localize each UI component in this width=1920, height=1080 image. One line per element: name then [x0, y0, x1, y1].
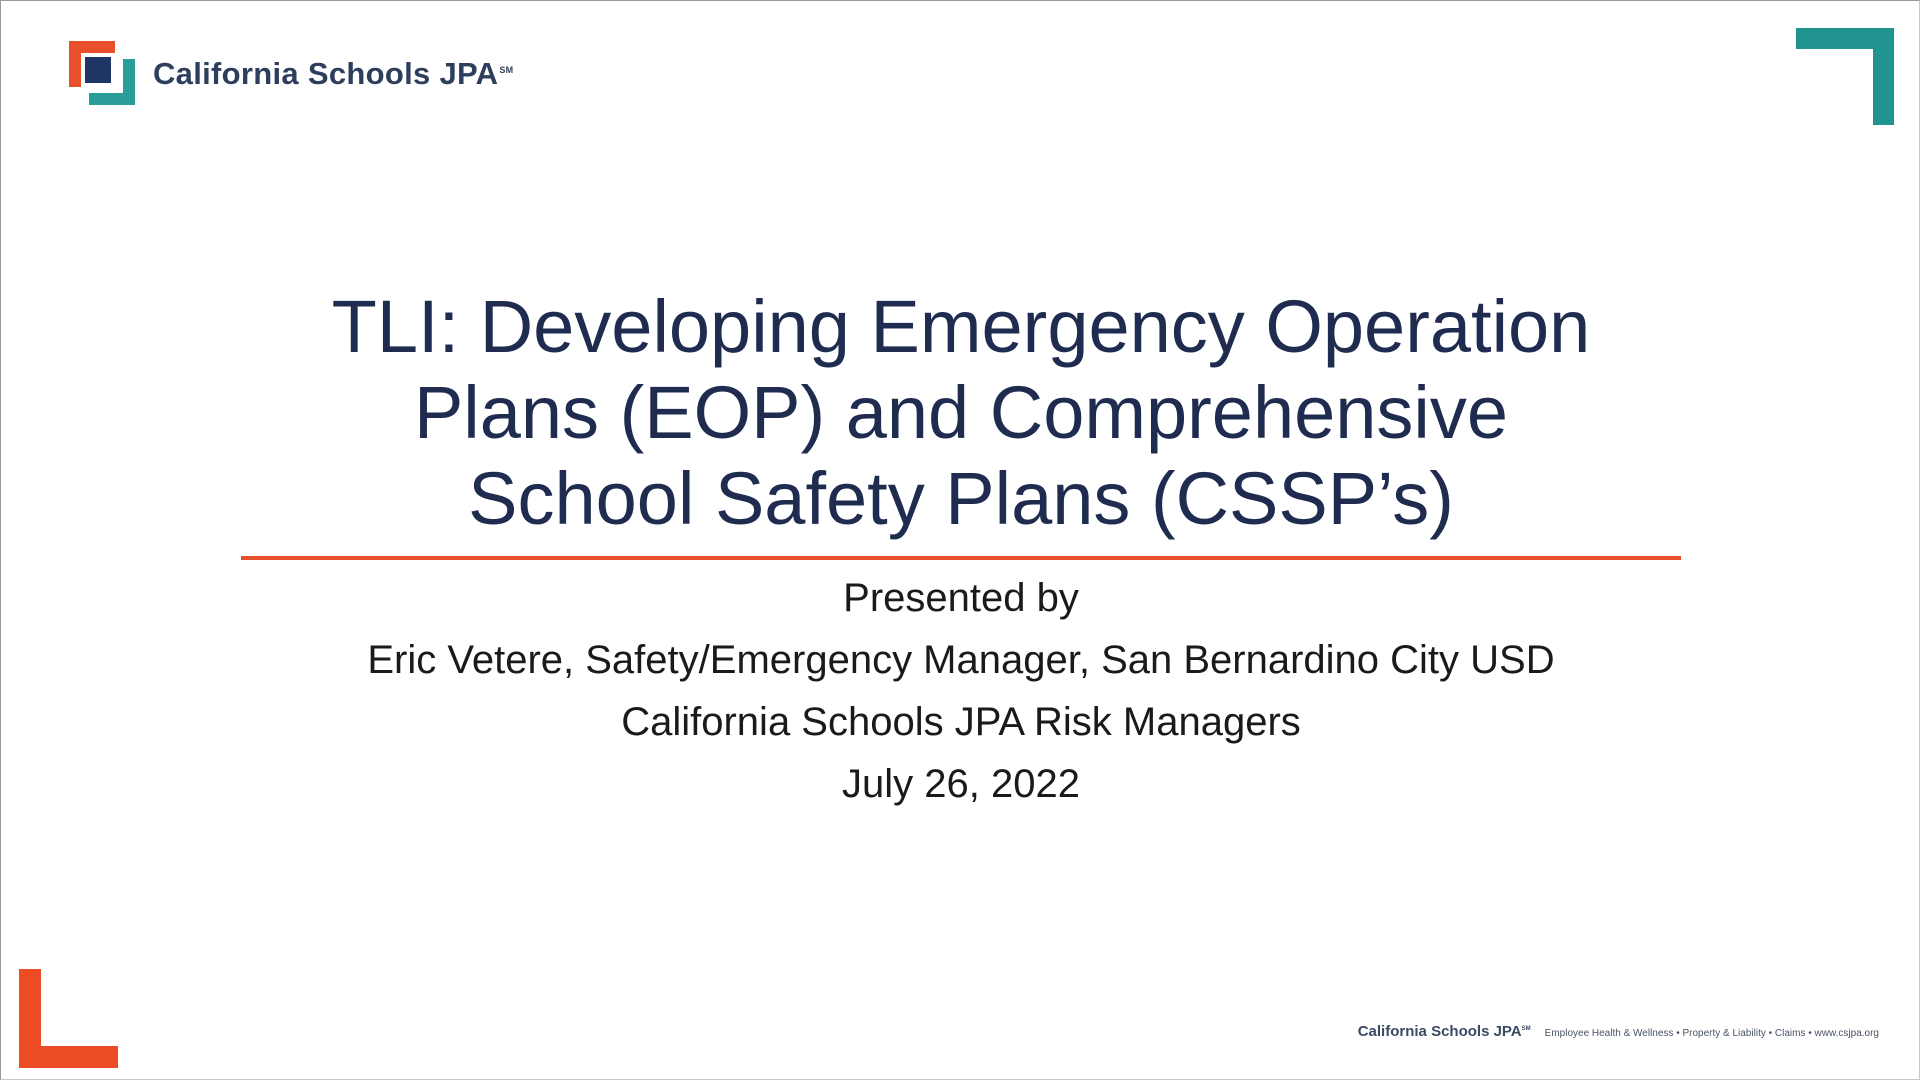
presented-by-label: Presented by	[843, 576, 1079, 620]
presentation-date: July 26, 2022	[842, 762, 1080, 806]
title-line: TLI: Developing Emergency Operation	[331, 285, 1591, 368]
slide-subtitle	[201, 567, 1721, 815]
logo-text: California Schools JPA℠	[153, 56, 514, 91]
logo-mark-icon	[69, 41, 137, 107]
footer-tagline: Employee Health & Wellness • Property & Liability • Claims • www.csjpa.org	[1544, 1028, 1879, 1039]
title-divider	[241, 556, 1681, 560]
audience: California Schools JPA Risk Managers	[621, 700, 1301, 744]
california-schools-jpa-logo	[69, 39, 513, 109]
title-line: Plans (EOP) and Comprehensive	[413, 371, 1509, 454]
presenter-name: Eric Vetere, Safety/Emergency Manager, San Bernardino City USD	[367, 638, 1555, 682]
footer-brand: California Schools JPA℠	[1357, 1023, 1531, 1040]
slide-footer	[1358, 1023, 1879, 1040]
title-line: School Safety Plans (CSSP’s)	[468, 457, 1454, 540]
slide-title	[201, 284, 1721, 542]
corner-accent-top-right-vertical	[1873, 28, 1894, 125]
corner-accent-bottom-left-horizontal	[19, 1046, 118, 1068]
